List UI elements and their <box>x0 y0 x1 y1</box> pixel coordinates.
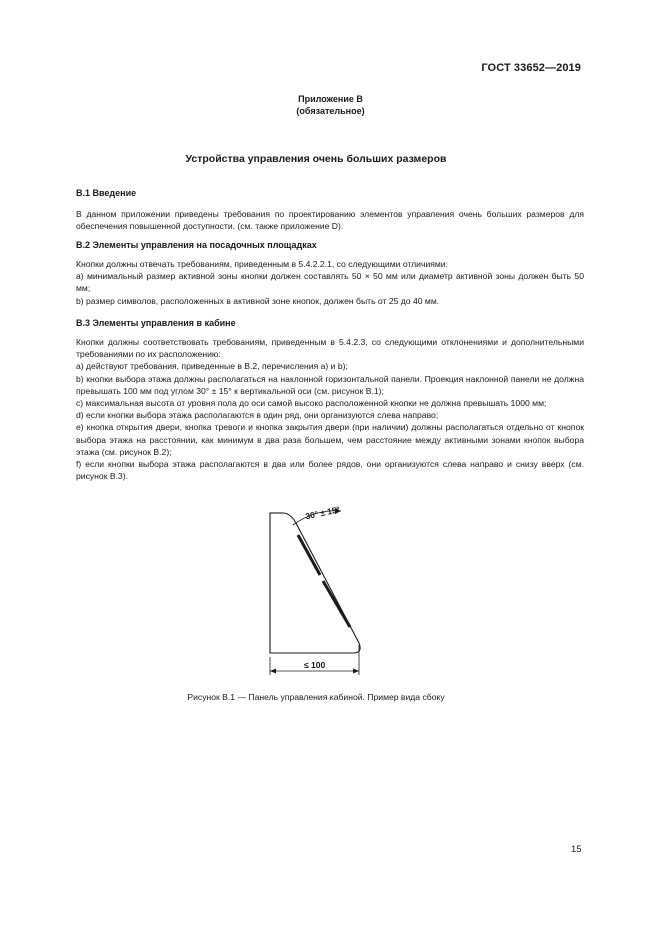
section-heading-b1: В.1 Введение <box>76 188 137 198</box>
section-heading-b2: В.2 Элементы управления на посадочных площадках <box>76 240 317 250</box>
paragraph: f) если кнопки выбора этажа располагаются в два или более рядов, они организуются слева направо и снизу вверх (см. рисунок В.3). <box>76 459 584 482</box>
standard-number: ГОСТ 33652—2019 <box>481 62 581 74</box>
paragraph: b) размер символов, расположенных в активной зоне кнопок, должен быть от 25 до 40 мм. <box>76 295 440 306</box>
button-strip <box>298 535 320 575</box>
section-body-b2 <box>76 258 584 307</box>
main-title: Устройства управления очень больших размеров <box>185 153 447 165</box>
paragraph: В данном приложении приведены требования по проектированию элементов управления очень больших размеров для обеспечения повышенной доступности. (см. также приложение D). <box>76 209 584 232</box>
paragraph: b) кнопки выбора этажа должны располагаться на наклонной горизонтальной панели. Проекция наклонной панели не должна превышать 100 мм под углом 30° ± 15° к вертикальной оси (см. рисунок В.1); <box>76 373 584 396</box>
figure-caption: Рисунок В.1 — Панель управления кабиной. Пример вида сбоку <box>187 692 445 702</box>
page-number: 15 <box>571 844 582 855</box>
width-label: ≤ 100 <box>304 660 326 670</box>
figure-control-panel-side-view <box>255 495 395 685</box>
section-body-b1 <box>76 208 584 232</box>
paragraph: Кнопки должны отвечать требованиям, приведенным в 5.4.2.2.1, со следующими отличиями: <box>76 259 448 269</box>
panel-outline <box>270 513 360 653</box>
paragraph: Кнопки должны соответствовать требованиям, приведенным в 5.4.2.3, со следующими отклонениями и дополнительными требованиями по их расположению: <box>76 337 584 360</box>
paragraph: а) действуют требования, приведенные в В.2, перечисления а) и b); <box>76 361 348 372</box>
section-body-b3 <box>76 336 584 482</box>
annex-title: Приложение В <box>298 94 363 104</box>
annex-status: (обязательное) <box>296 106 365 116</box>
paragraph: e) кнопка открытия двери, кнопка тревоги и кнопка закрытия двери (при наличии) должны располагаться отдельно от кнопок выбора этажа на расстоянии, как минимум в два раза большем, чем расстояние между активными зонами кнопок выбора этажа (см. рисунок В.2); <box>76 422 584 457</box>
paragraph: d) если кнопки выбора этажа располагаются в один ряд, они организуются слева направо; <box>76 410 439 421</box>
button-strip <box>323 581 350 627</box>
paragraph: c) максимальная высота от уровня пола до оси самой высоко расположенной кнопки не должна превышать 1000 мм; <box>76 398 547 409</box>
angle-label: 30° ± 15° <box>304 504 341 522</box>
paragraph: а) минимальный размер активной зоны кнопки должен составлять 50 × 50 мм или диаметр активной зоны должен быть 50 мм; <box>76 271 584 294</box>
section-heading-b3: В.3 Элементы управления в кабине <box>76 318 236 328</box>
